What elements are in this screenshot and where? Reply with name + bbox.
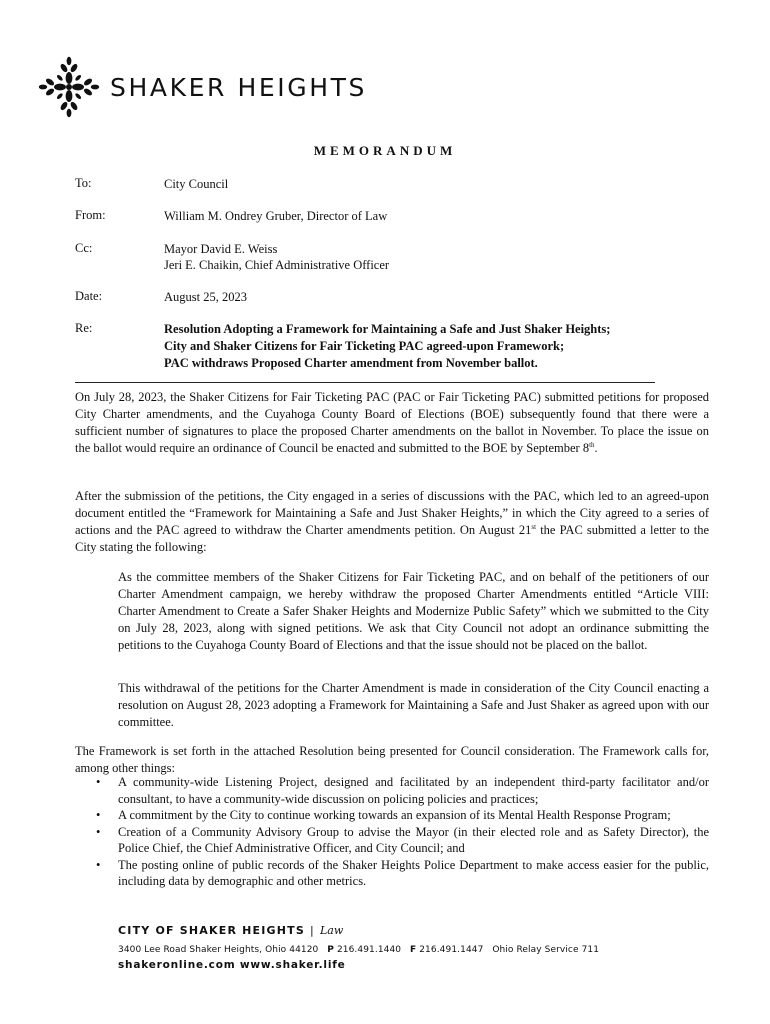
framework-list (75, 774, 709, 890)
cc-label: Cc: (75, 241, 93, 255)
footer-websites: shakeronline.com www.shaker.life (118, 959, 346, 971)
footer (118, 924, 599, 971)
footer-separator: | (310, 924, 315, 937)
date-label: Date: (75, 289, 103, 303)
footer-address: 3400 Lee Road Shaker Heights, Ohio 44120 (118, 945, 319, 955)
cc-value (164, 241, 389, 273)
bullet-icon: • (96, 824, 101, 839)
quote-paragraph-2: This withdrawal of the petitions for the Charter Amendment is made in consideration of the City Council enacting a resolution on August 28, 2023 adopting a Framework for Maintaining a Safe and Just Shaker as agreed upon with our committee. (118, 681, 709, 729)
paragraph-3: The Framework is set forth in the attached Resolution being presented for Council consideration. The Framework calls for, among other things: (75, 744, 709, 775)
divider (75, 382, 655, 383)
re-line-3: PAC withdraws Proposed Charter amendment from November ballot. (164, 356, 538, 370)
list-item: • The posting online of public records of the Shaker Heights Police Department to make access easier for the public, including data by demographic and other metrics. (96, 857, 709, 888)
footer-dept: Law (319, 924, 344, 937)
to-label: To: (75, 176, 92, 190)
cc-value-2: Jeri E. Chaikin, Chief Administrative Officer (164, 258, 390, 272)
footer-relay: Ohio Relay Service 711 (492, 945, 600, 955)
bullet-icon: • (96, 775, 101, 789)
footer-fax-label: F (410, 945, 417, 955)
list-item: • Creation of a Community Advisory Group to advise the Mayor (in their elected role and as Safety Director), the Police Chief, the Chief Administrative Officer, and City Council; and (96, 824, 709, 855)
brand-name: SHAKER HEIGHTS (110, 72, 367, 102)
footer-phone: 216.491.1440 (336, 945, 402, 955)
paragraph-2: After the submission of the petitions, the City engaged in a series of discussions with the PAC, which led to an agreed-upon document entitled the “Framework for Maintaining a Safe and Just Shaker Heights,” in which the City agreed to a series of actions and the PAC agreed to withdraw the Charter amendments petition. On August 21st the PAC submitted a letter to the City stating the following: (75, 489, 709, 554)
re-line-2: City and Shaker Citizens for Fair Ticketing PAC agreed-upon Framework; (164, 339, 565, 353)
to-value: City Council (164, 177, 229, 191)
date-value: August 25, 2023 (164, 290, 247, 304)
bullet-icon: • (96, 857, 101, 872)
footer-phone-label: P (327, 945, 334, 955)
from-value: William M. Ondrey Gruber, Director of Law (164, 209, 388, 223)
re-line-1: Resolution Adopting a Framework for Maintaining a Safe and Just Shaker Heights; (164, 322, 611, 336)
quote-paragraph-1: As the committee members of the Shaker Citizens for Fair Ticketing PAC, and on behalf of the petitioners of our Charter Amendment campaign, we hereby withdraw the proposed Charter Amendments entitled “Article VIII: Charter Amendment to Create a Safer Shaker Heights and Modernize Public Safety” which we submitted to the City on July 28, 2023, along with signed petitions. We ask that City Council not adopt an ordinance submitting the petitions to the Cuyahoga County Board of Elections and that the issue should not be placed on the ballot. (118, 570, 709, 652)
re-label: Re: (75, 321, 93, 335)
from-label: From: (75, 208, 106, 222)
list-item: • A community-wide Listening Project, designed and facilitated by an independent third-party facilitator and/or consultant, to have a community-wide discussion on policing policies and practices; (96, 775, 709, 806)
footer-org-line (118, 924, 599, 937)
footer-org: CITY OF SHAKER HEIGHTS (118, 924, 306, 937)
logo (36, 54, 367, 120)
bullet-icon: • (96, 808, 101, 822)
memo-title: MEMORANDUM (313, 143, 457, 158)
paragraph-1: On July 28, 2023, the Shaker Citizens for Fair Ticketing PAC (PAC or Fair Ticketing PAC) submitted petitions for proposed City Charter amendments, and the Cuyahoga County Board of Elections (BOE) subsequently found that there were a sufficient number of signatures to place the proposed Charter amendments on the ballot in November. To place the issue on the ballot would require an ordinance of Council be enacted and submitted to the BOE by September 8th. (75, 390, 709, 455)
list-item: • A commitment by the City to continue working towards an expansion of its Mental Health Response Program; (96, 808, 671, 822)
re-value (164, 321, 610, 372)
cc-value-1: Mayor David E. Weiss (164, 242, 278, 256)
snowflake-leaf-icon (36, 54, 102, 120)
footer-contact-line (118, 945, 599, 955)
footer-fax: 216.491.1447 (419, 945, 484, 955)
